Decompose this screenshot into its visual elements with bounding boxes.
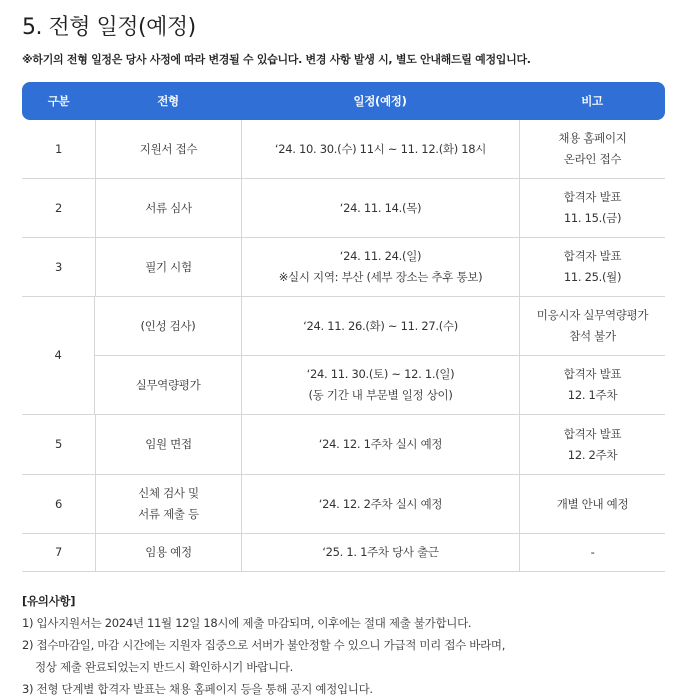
stage-cell: 서류 심사 <box>95 179 241 238</box>
table-row <box>22 179 665 238</box>
remarks-cell: - <box>519 534 665 572</box>
remarks-cell: 미응시자 실무역량평가 참석 불가 <box>519 297 665 356</box>
schedule-change-notice: ※하기의 전형 일정은 당사 사정에 따라 변경될 수 있습니다. 변경 사항 발생 시, 별도 안내해드릴 예정입니다. <box>22 53 531 66</box>
precautions-heading: [유의사항] <box>22 594 76 608</box>
schedule-cell: ‘24. 11. 30.(토) ~ 12. 1.(일) (동 기간 내 부문별 일정 상이) <box>241 356 519 415</box>
stage-cell: (인성 검사) <box>95 297 241 356</box>
schedule-cell: ‘24. 12. 1주차 실시 예정 <box>241 415 519 475</box>
header-schedule: 일정(예정) <box>241 82 519 120</box>
table-row <box>22 238 665 297</box>
stage-cell: 실무역량평가 <box>95 356 241 415</box>
precaution-item: 2) 접수마감일, 마감 시간에는 지원자 집중으로 서버가 불안정할 수 있으니 가급적 미리 접수 바라며, <box>22 638 506 652</box>
schedule-cell: ‘24. 11. 26.(화) ~ 11. 27.(수) <box>241 297 519 356</box>
precaution-item-continued: 정상 제출 완료되었는지 반드시 확인하시기 바랍니다. <box>35 660 293 674</box>
table-row <box>22 297 665 356</box>
precautions-section <box>22 590 662 700</box>
remarks-cell: 합격자 발표 11. 25.(월) <box>519 238 665 297</box>
table-row <box>22 120 665 179</box>
schedule-cell: ‘24. 10. 30.(수) 11시 ~ 11. 12.(화) 18시 <box>241 120 519 179</box>
table-row <box>22 534 665 572</box>
header-remarks: 비고 <box>519 82 665 120</box>
row-number: 3 <box>22 238 95 297</box>
schedule-table <box>22 82 665 572</box>
table-row <box>22 356 665 415</box>
precaution-item: 1) 입사지원서는 2024년 11월 12일 18시에 제출 마감되며, 이후에는 절대 제출 불가합니다. <box>22 616 472 630</box>
schedule-cell: ‘24. 12. 2주차 실시 예정 <box>241 475 519 534</box>
remarks-cell: 개별 안내 예정 <box>519 475 665 534</box>
stage-cell: 필기 시험 <box>95 238 241 297</box>
table-header-row <box>22 82 665 120</box>
row-number: 6 <box>22 475 95 534</box>
table-row <box>22 415 665 475</box>
stage-cell: 신체 검사 및 서류 제출 등 <box>95 475 241 534</box>
schedule-cell: ‘24. 11. 14.(목) <box>241 179 519 238</box>
remarks-cell: 합격자 발표 11. 15.(금) <box>519 179 665 238</box>
table-row <box>22 475 665 534</box>
schedule-cell: ‘25. 1. 1주차 당사 출근 <box>241 534 519 572</box>
row-number: 2 <box>22 179 95 238</box>
remarks-cell: 합격자 발표 12. 1주차 <box>519 356 665 415</box>
row-number: 7 <box>22 534 95 572</box>
row-number: 1 <box>22 120 95 179</box>
schedule-cell: ‘24. 11. 24.(일) ※실시 지역: 부산 (세부 장소는 추후 통보) <box>241 238 519 297</box>
row-number: 4 <box>22 297 95 415</box>
remarks-cell: 합격자 발표 12. 2주차 <box>519 415 665 475</box>
header-category: 구분 <box>22 82 95 120</box>
precaution-item: 3) 전형 단계별 합격자 발표는 채용 홈페이지 등을 통해 공지 예정입니다. <box>22 682 373 696</box>
header-stage: 전형 <box>95 82 241 120</box>
stage-cell: 임용 예정 <box>95 534 241 572</box>
page-title: 5. 전형 일정(예정) <box>22 15 196 40</box>
remarks-cell: 채용 홈페이지 온라인 접수 <box>519 120 665 179</box>
row-number: 5 <box>22 415 95 475</box>
stage-cell: 지원서 접수 <box>95 120 241 179</box>
stage-cell: 임원 면접 <box>95 415 241 475</box>
